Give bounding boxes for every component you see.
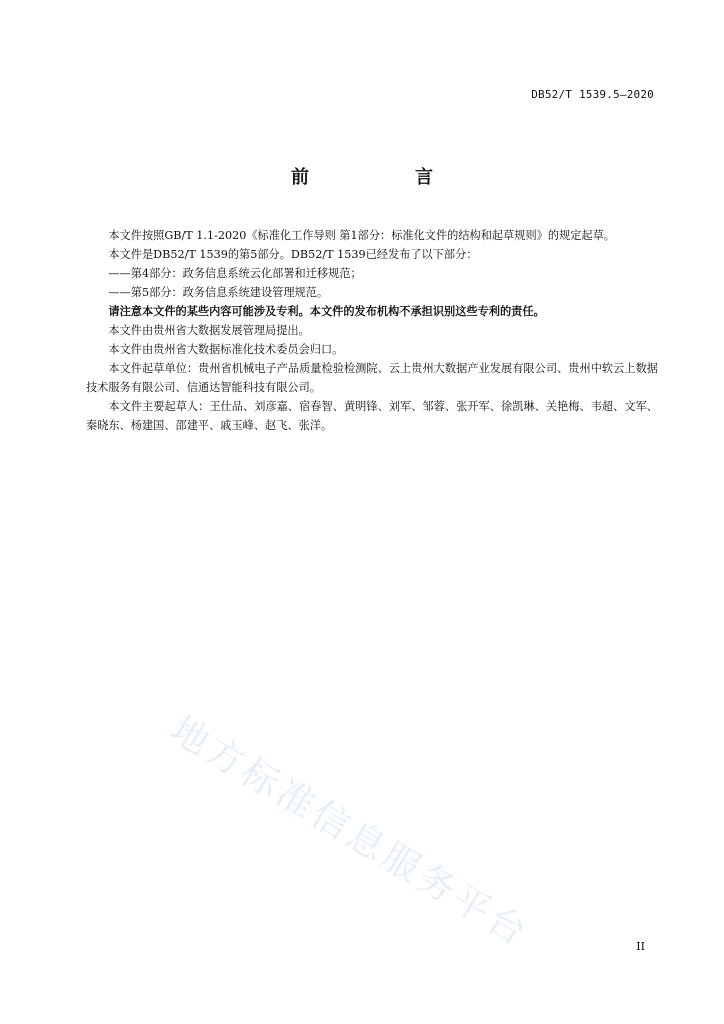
- paragraph-committee: 本文件由贵州省大数据标准化技术委员会归口。: [108, 343, 344, 356]
- paragraph-proposer: 本文件由贵州省大数据发展管理局提出。: [108, 324, 310, 337]
- paragraph-drafting-rule: 本文件按照GB/T 1.1-2020《标准化工作导则 第1部分：标准化文件的结构和起草规则》的规定起草。: [108, 229, 615, 242]
- document-body: [86, 226, 658, 435]
- paragraph-part-4: ——第4部分：政务信息系统云化部署和迁移规范；: [108, 267, 362, 280]
- paragraph-part-5: ——第5部分：政务信息系统建设管理规范。: [108, 286, 329, 299]
- paragraph-patent-notice: 请注意本文件的某些内容可能涉及专利。本文件的发布机构不承担识别这些专利的责任。: [108, 305, 545, 318]
- paragraph-drafters: 本文件主要起草人：王仕品、刘彦嘉、宿春智、黄明锋、刘军、邹蓉、张开军、徐凯琳、关艳梅、韦超、文军、秦晓东、杨建国、邵建平、戚玉峰、赵飞、张洋。: [86, 400, 658, 432]
- watermark: 地方标准信息服务平台: [163, 707, 537, 956]
- document-id: DB52/T 1539.5—2020: [531, 88, 654, 101]
- page-title: 前 言: [291, 167, 477, 188]
- paragraph-drafting-units: 本文件起草单位：贵州省机械电子产品质量检验检测院、云上贵州大数据产业发展有限公司、贵州中软云上数据技术服务有限公司、信通达智能科技有限公司。: [86, 362, 658, 394]
- paragraph-series-info: 本文件是DB52/T 1539的第5部分。DB52/T 1539已经发布了以下部分：: [108, 248, 478, 261]
- page-number: II: [636, 940, 645, 953]
